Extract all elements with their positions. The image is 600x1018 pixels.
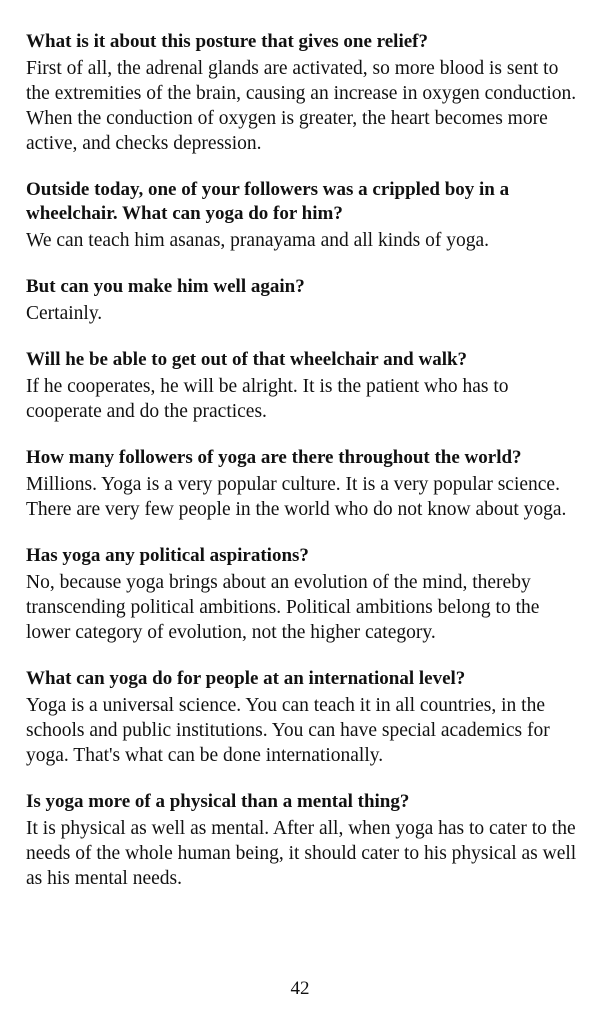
question-8: Is yoga more of a physical than a mental thing? [26, 791, 410, 812]
question-2: Outside today, one of your followers was a crippled boy in a wheelchair. What can yoga do for him? [26, 179, 510, 224]
page-number: 42 [290, 978, 310, 999]
qa-block-4 [26, 348, 578, 424]
question-7: What can yoga do for people at an international level? [26, 668, 466, 689]
question-6: Has yoga any political aspirations? [26, 545, 309, 566]
qa-block-1 [26, 30, 578, 156]
answer-6: No, because yoga brings about an evolution of the mind, thereby transcending political ambitions. Political ambitions belong to the lower category of evolution, not the higher category. [26, 572, 540, 643]
answer-5: Millions. Yoga is a very popular culture. It is a very popular science. There are very few people in the world who do not know about yoga. [26, 474, 567, 520]
answer-2: We can teach him asanas, pranayama and all kinds of yoga. [26, 230, 490, 251]
qa-block-6 [26, 544, 578, 645]
qa-block-7 [26, 667, 578, 768]
answer-8: It is physical as well as mental. After all, when yoga has to cater to the needs of the whole human being, it should cater to his physical as well as his mental needs. [26, 818, 577, 889]
answer-3: Certainly. [26, 303, 103, 324]
page-body [26, 30, 578, 913]
qa-block-3 [26, 275, 578, 326]
qa-block-2 [26, 178, 578, 253]
answer-7: Yoga is a universal science. You can teach it in all countries, in the schools and public institutions. You can have special academics for yoga. That's what can be done internationally. [26, 695, 550, 766]
answer-4: If he cooperates, he will be alright. It is the patient who has to cooperate and do the practices. [26, 376, 509, 422]
qa-block-8 [26, 790, 578, 891]
question-3: But can you make him well again? [26, 276, 305, 297]
answer-1: First of all, the adrenal glands are activated, so more blood is sent to the extremities of the brain, causing an increase in oxygen conduction. When the conduction of oxygen is greater, the heart becomes more active, and checks depression. [26, 58, 577, 154]
qa-block-5 [26, 446, 578, 522]
question-1: What is it about this posture that gives one relief? [26, 31, 428, 52]
question-4: Will he be able to get out of that wheelchair and walk? [26, 349, 468, 370]
question-5: How many followers of yoga are there throughout the world? [26, 447, 522, 468]
